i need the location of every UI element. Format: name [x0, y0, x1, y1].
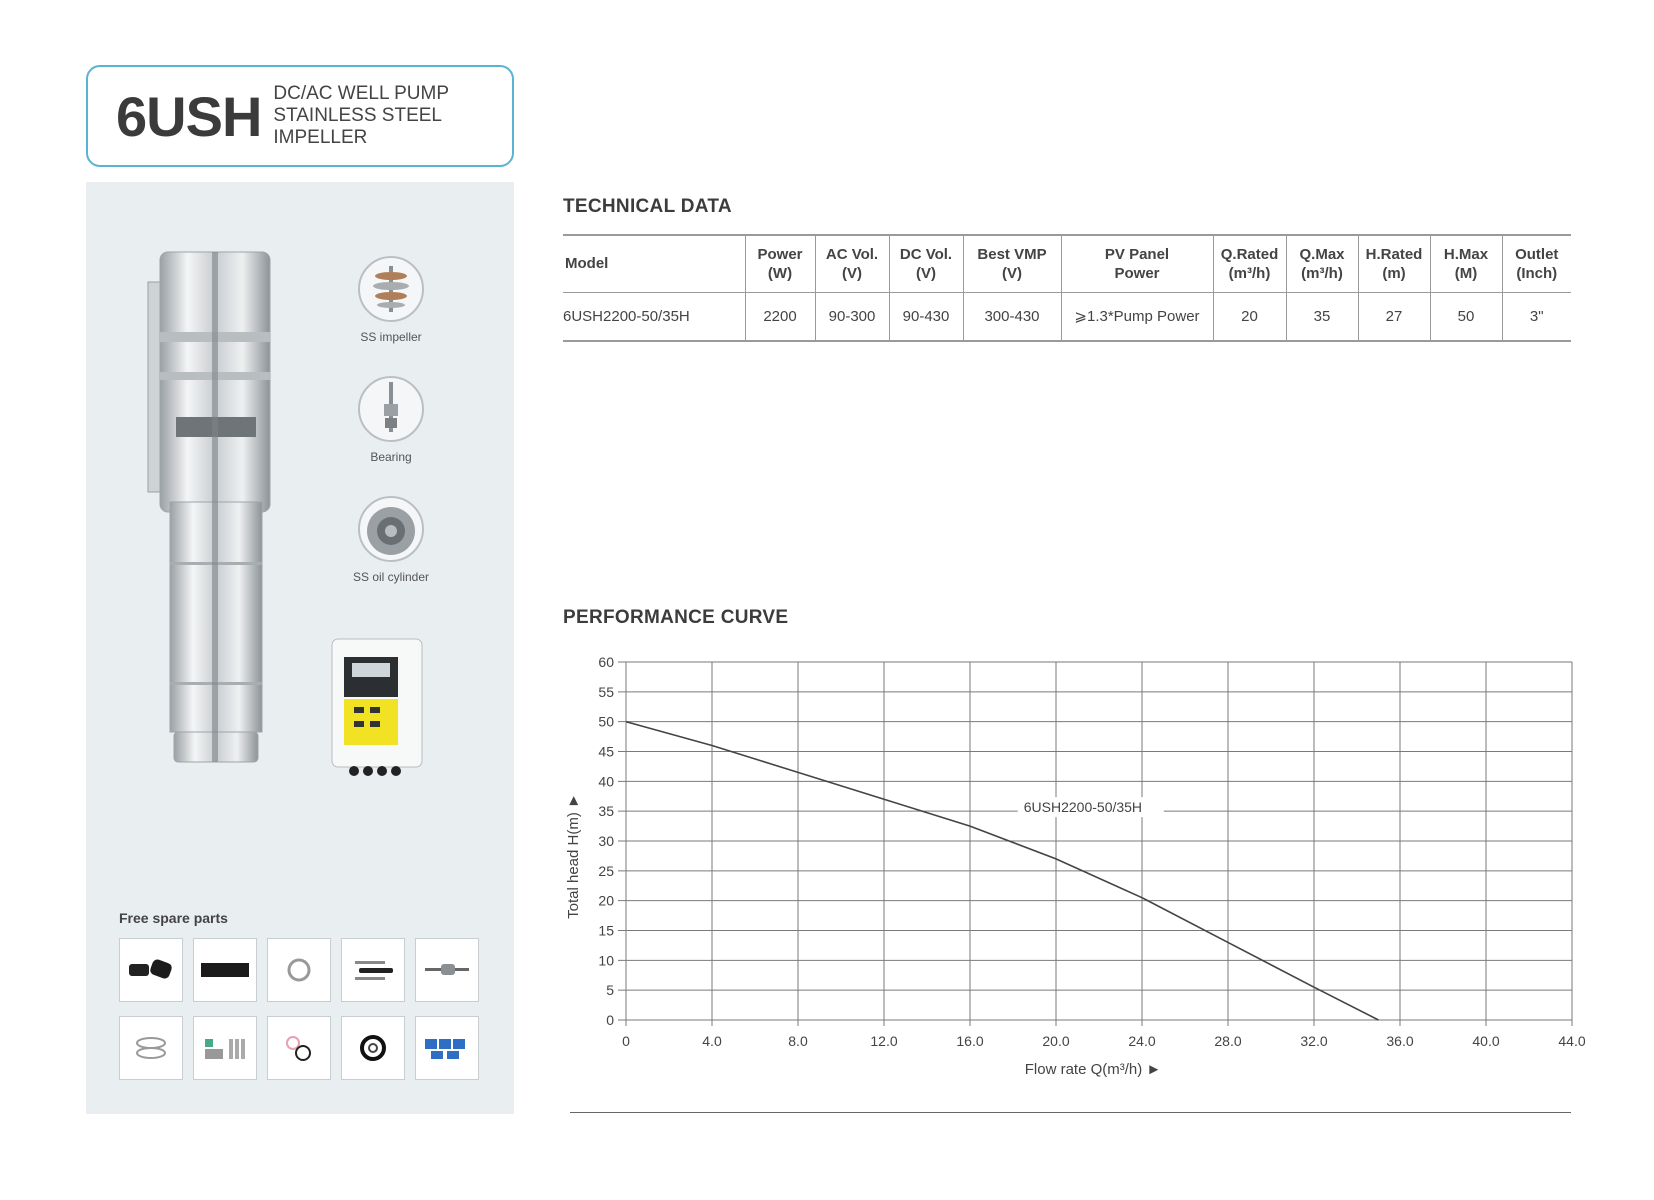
x-tick-label: 24.0: [1128, 1033, 1156, 1049]
product-subtitle: [273, 83, 512, 149]
oil-cylinder-icon: [358, 496, 424, 562]
table-row: [563, 292, 1571, 341]
cell-model: 6USH2200-50/35H: [563, 307, 690, 325]
x-tick-label: 16.0: [956, 1033, 984, 1049]
spare-parts-title: Free spare parts: [119, 910, 228, 926]
table-header-row: [563, 235, 1571, 292]
product-panel: [86, 182, 514, 1114]
col-header-power: Power (W): [745, 235, 815, 292]
spare-part-heat-shrink: [193, 938, 257, 1002]
feature-label: Bearing: [370, 450, 412, 464]
col-header-q-max: Q.Max (m³/h): [1286, 235, 1358, 292]
col-header-best-vmp: Best VMP (V): [963, 235, 1061, 292]
feature-bearing: [326, 376, 456, 464]
col-header-model: Model: [565, 255, 609, 273]
product-header: [86, 65, 514, 167]
x-axis-label: Flow rate Q(m³/h) ►: [1024, 1061, 1162, 1078]
col-header-ac-vol: AC Vol. (V): [815, 235, 889, 292]
col-header-dc-vol: DC Vol. (V): [889, 235, 963, 292]
x-tick-label: 12.0: [870, 1033, 898, 1049]
cell-power: 2200: [745, 292, 815, 341]
col-header-h-rated: H.Rated (m): [1358, 235, 1430, 292]
y-tick-label: 0: [606, 1012, 614, 1028]
feature-ss-impeller: [326, 256, 456, 344]
col-header-h-max: H.Max (M): [1430, 235, 1502, 292]
subtitle-line-2: STAINLESS STEEL IMPELLER: [273, 105, 442, 148]
y-tick-label: 40: [598, 773, 614, 790]
y-tick-label: 15: [598, 922, 614, 939]
spare-part-terminal-block: [415, 1016, 479, 1080]
col-header-q-rated: Q.Rated (m³/h): [1213, 235, 1286, 292]
y-tick-label: 20: [598, 892, 614, 909]
bearing-icon: [358, 376, 424, 442]
feature-label: SS oil cylinder: [352, 570, 430, 584]
x-tick-label: 28.0: [1214, 1033, 1242, 1049]
feature-ss-oil-cylinder: [326, 496, 456, 584]
spare-part-wires: [341, 938, 405, 1002]
curve-label: 6USH2200-50/35H: [1023, 799, 1143, 816]
pump-image: [146, 252, 286, 772]
y-tick-label: 5: [606, 982, 614, 999]
bottom-divider: [570, 1112, 1571, 1113]
performance-chart: [560, 650, 1586, 1080]
y-tick-label: 60: [598, 654, 614, 670]
cell-dc-vol: 90-430: [889, 292, 963, 341]
spare-part-gasket: [341, 1016, 405, 1080]
x-tick-label: 20.0: [1042, 1033, 1070, 1049]
x-tick-label: 44.0: [1558, 1033, 1586, 1049]
y-tick-label: 45: [598, 743, 614, 760]
col-header-outlet: Outlet (Inch): [1502, 235, 1571, 292]
impeller-icon: [358, 256, 424, 322]
spare-part-sensor: [415, 938, 479, 1002]
x-tick-label: 40.0: [1472, 1033, 1500, 1049]
cell-q-rated: 20: [1213, 292, 1286, 341]
cell-best-vmp: 300-430: [963, 292, 1061, 341]
technical-data-title: TECHNICAL DATA: [563, 196, 732, 217]
x-tick-label: 0: [622, 1033, 630, 1049]
y-tick-label: 10: [598, 952, 614, 969]
spare-part-connectors: [193, 1016, 257, 1080]
y-tick-label: 30: [598, 833, 614, 849]
cell-ac-vol: 90-300: [815, 292, 889, 341]
x-tick-label: 32.0: [1300, 1033, 1328, 1049]
spare-part-o-rings: [267, 1016, 331, 1080]
y-tick-label: 35: [598, 803, 614, 820]
y-tick-label: 50: [598, 713, 614, 730]
cell-pv-panel-power: ⩾1.3*Pump Power: [1061, 292, 1213, 341]
y-tick-label: 25: [598, 862, 614, 879]
x-tick-label: 36.0: [1386, 1033, 1414, 1049]
cell-h-rated: 27: [1358, 292, 1430, 341]
subtitle-line-1: DC/AC WELL PUMP: [273, 83, 449, 104]
feature-label: SS impeller: [360, 330, 422, 344]
spare-part-clamp: [267, 938, 331, 1002]
x-tick-label: 4.0: [702, 1033, 722, 1049]
y-axis-label: Total head H(m) ►: [565, 793, 582, 919]
spare-part-cable-joint: [119, 938, 183, 1002]
spare-parts-grid: [119, 938, 479, 1080]
performance-curve-title: PERFORMANCE CURVE: [563, 607, 789, 628]
controller-image: [330, 637, 426, 777]
col-header-pv-panel-power: PV Panel Power: [1061, 235, 1213, 292]
spare-part-cable-ties: [119, 1016, 183, 1080]
cell-q-max: 35: [1286, 292, 1358, 341]
model-name: 6USH: [116, 84, 262, 148]
technical-data-table: [563, 234, 1571, 342]
y-tick-label: 55: [598, 683, 614, 700]
cell-h-max: 50: [1430, 292, 1502, 341]
x-tick-label: 8.0: [788, 1033, 808, 1049]
cell-outlet: 3": [1502, 292, 1571, 341]
